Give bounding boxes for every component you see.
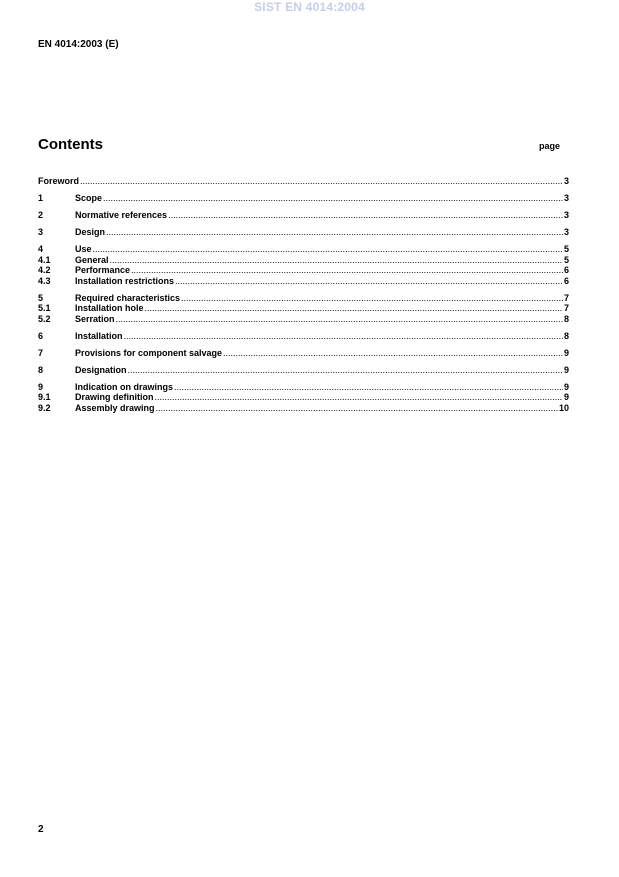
toc-entry-number: 5: [38, 292, 44, 303]
toc-entry-title: Installation: [75, 330, 123, 341]
table-of-contents: [38, 176, 569, 414]
toc-leader: [93, 244, 563, 255]
toc-entry-5[interactable]: [38, 293, 569, 304]
page-column-label: page: [539, 141, 561, 151]
toc-entry-page: 6: [563, 265, 569, 276]
toc-entry-number: 9.2: [38, 403, 51, 414]
document-id: EN 4014:2003 (E): [38, 39, 119, 50]
toc-entry-9[interactable]: [38, 382, 569, 393]
toc-entry-title: Assembly drawing: [75, 403, 155, 414]
toc-entry-page: 3: [563, 192, 569, 203]
toc-entry-page: 9: [563, 347, 569, 358]
toc-leader: [80, 176, 563, 187]
toc-leader: [116, 314, 563, 325]
toc-leader: [131, 265, 563, 276]
toc-leader: [223, 348, 563, 359]
toc-leader: [168, 210, 563, 221]
toc-entry-page: 10: [558, 403, 569, 414]
toc-entry-number: 3: [38, 226, 44, 237]
toc-entry-8[interactable]: [38, 365, 569, 376]
toc-leader: [155, 392, 563, 403]
toc-entry-title: Designation: [75, 364, 127, 375]
toc-leader: [110, 255, 563, 266]
toc-entry-page: 8: [563, 313, 569, 324]
toc-leader: [174, 382, 563, 393]
toc-entry-title: Serration: [75, 313, 115, 324]
toc-leader: [145, 303, 563, 314]
toc-entry-page: 9: [563, 364, 569, 375]
toc-entry-page: 9: [563, 392, 569, 403]
toc-entry-number: 4.2: [38, 265, 51, 276]
toc-entry-page: 7: [563, 303, 569, 314]
toc-entry-page: 3: [563, 176, 569, 186]
toc-entry-5-2[interactable]: [38, 314, 569, 325]
toc-entry-4-3[interactable]: [38, 276, 569, 287]
toc-entry-title: Drawing definition: [75, 392, 154, 403]
toc-entry-number: 8: [38, 364, 44, 375]
toc-leader: [103, 193, 563, 204]
toc-entry-number: 1: [38, 192, 44, 203]
toc-entry-page: 7: [563, 292, 569, 303]
toc-entry-page: 9: [563, 381, 569, 392]
toc-entry-number: 2: [38, 209, 44, 220]
toc-entry-number: 9.1: [38, 392, 51, 403]
toc-entry-page: 6: [563, 275, 569, 286]
toc-entry-title: Installation restrictions: [75, 275, 175, 286]
toc-entry-9-1[interactable]: [38, 392, 569, 403]
toc-entry-title: Design: [75, 226, 106, 237]
toc-entry-2[interactable]: [38, 210, 569, 221]
toc-entry-1[interactable]: [38, 193, 569, 204]
toc-entry-4[interactable]: [38, 244, 569, 255]
page-number: 2: [38, 824, 44, 835]
toc-entry-title: Scope: [75, 192, 103, 203]
toc-entry-4-1[interactable]: [38, 255, 569, 266]
toc-entry-title: Normative references: [75, 209, 168, 220]
toc-entry-page: 8: [563, 330, 569, 341]
toc-entry-title: Foreword: [38, 176, 80, 186]
toc-leader: [124, 331, 563, 342]
toc-entry-9-2[interactable]: [38, 403, 569, 414]
toc-entry-title: Provisions for component salvage: [75, 347, 223, 358]
toc-entry-number: 9: [38, 381, 44, 392]
toc-entry-7[interactable]: [38, 348, 569, 359]
toc-entry-5-1[interactable]: [38, 303, 569, 314]
toc-entry-3[interactable]: [38, 227, 569, 238]
toc-entry-6[interactable]: [38, 331, 569, 342]
toc-entry-number: 4.3: [38, 275, 51, 286]
toc-leader: [181, 293, 563, 304]
toc-leader: [128, 365, 563, 376]
toc-entry-title: Performance: [75, 265, 131, 276]
toc-entry-title: Indication on drawings: [75, 381, 174, 392]
watermark: SIST EN 4014:2004: [254, 0, 365, 14]
toc-entry-number: 4: [38, 243, 44, 254]
toc-entry-number: 4.1: [38, 254, 51, 265]
toc-entry-foreword[interactable]: [38, 176, 569, 187]
toc-entry-title: Installation hole: [75, 303, 144, 314]
toc-entry-number: 5.2: [38, 313, 51, 324]
toc-entry-number: 5.1: [38, 303, 51, 314]
toc-entry-page: 5: [563, 254, 569, 265]
toc-entry-title: Use: [75, 243, 92, 254]
toc-entry-title: General: [75, 254, 109, 265]
toc-entry-title: Required characteristics: [75, 292, 181, 303]
contents-title: Contents: [38, 136, 103, 153]
toc-leader: [106, 227, 563, 238]
toc-entry-page: 5: [563, 243, 569, 254]
toc-entry-page: 3: [563, 226, 569, 237]
toc-entry-4-2[interactable]: [38, 265, 569, 276]
toc-leader: [175, 276, 563, 287]
toc-entry-number: 6: [38, 330, 44, 341]
toc-leader: [156, 403, 558, 414]
toc-entry-number: 7: [38, 347, 44, 358]
toc-entry-page: 3: [563, 209, 569, 220]
